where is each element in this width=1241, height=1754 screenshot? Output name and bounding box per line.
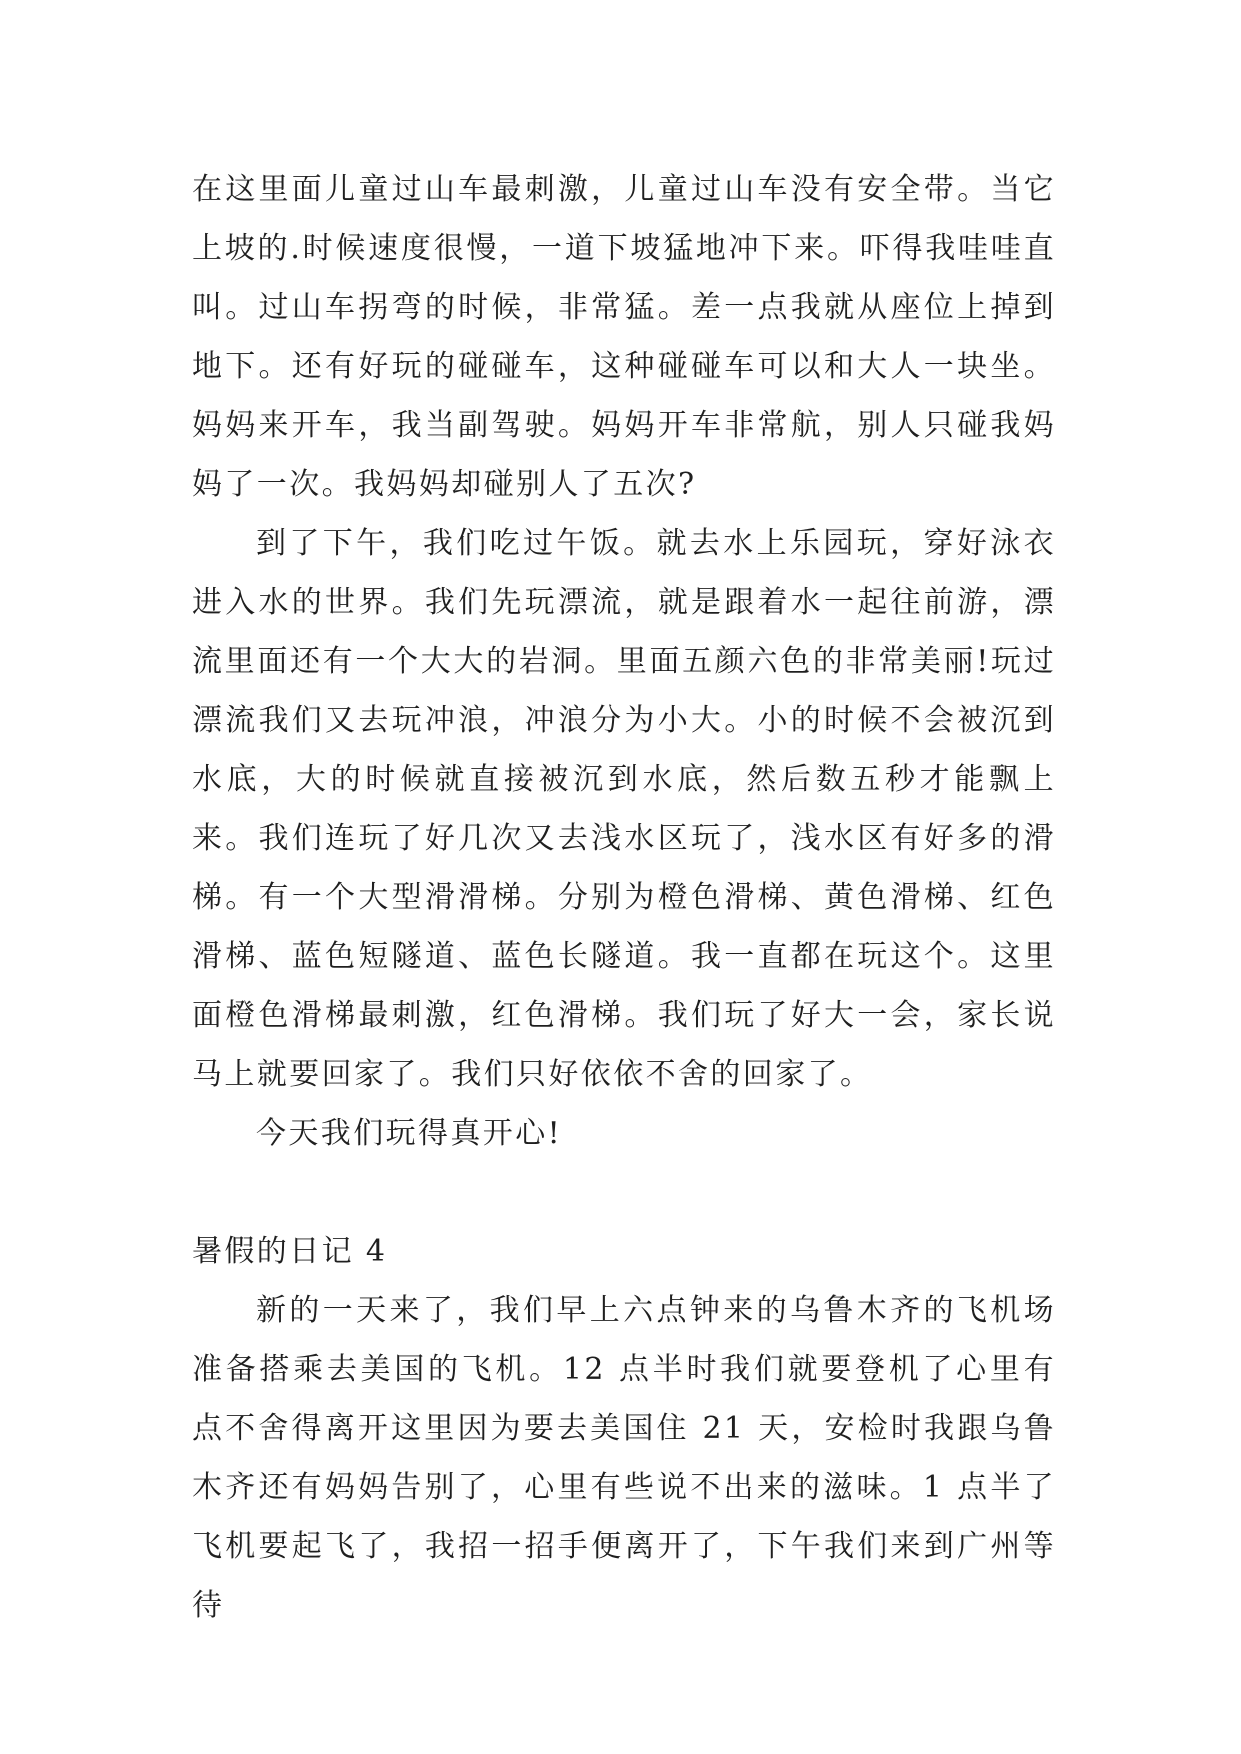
paragraph-water-park: 到了下午，我们吃过午饭。就去水上乐园玩，穿好泳衣进入水的世界。我们先玩漂流，就是跟着水一起往前游，漂流里面还有一个大大的岩洞。里面五颜六色的非常美丽!玩过漂流我们又去玩冲浪，冲浪分为小大。小的时候不会被沉到水底，大的时候就直接被沉到水底，然后数五秒才能飘上来。我们连玩了好几次又去浅水区玩了，浅水区有好多的滑梯。有一个大型滑滑梯。分别为橙色滑梯、黄色滑梯、红色滑梯、蓝色短隧道、蓝色长隧道。我一直都在玩这个。这里面橙色滑梯最刺激，红色滑梯。我们玩了好大一会，家长说马上就要回家了。我们只好依依不舍的回家了。 (192, 526, 1056, 1092)
paragraph-roller-coaster: 在这里面儿童过山车最刺激，儿童过山车没有安全带。当它上坡的.时候速度很慢，一道下坡猛地冲下来。吓得我哇哇直叫。过山车拐弯的时候，非常猛。差一点我就从座位上掉到地下。还有好玩的碰碰车，这种碰碰车可以和大人一块坐。妈妈来开车，我当副驾驶。妈妈开车非常航，别人只碰我妈妈了一次。我妈妈却碰别人了五次? (192, 172, 1056, 502)
document-body (192, 160, 1056, 1635)
paragraph-airport: 新的一天来了，我们早上六点钟来的乌鲁木齐的飞机场准备搭乘去美国的飞机。12 点半时我们就要登机了心里有点不舍得离开这里因为要去美国住 21 天，安检时我跟乌鲁木齐还有妈妈告别了，心里有些说不出来的滋味。1 点半了飞机要起飞了，我招一招手便离开了，下午我们来到广州等待 (192, 1293, 1056, 1623)
section-gap (192, 1163, 1056, 1222)
paragraph-conclusion: 今天我们玩得真开心! (256, 1116, 563, 1151)
section-title: 暑假的日记 4 (192, 1234, 388, 1269)
